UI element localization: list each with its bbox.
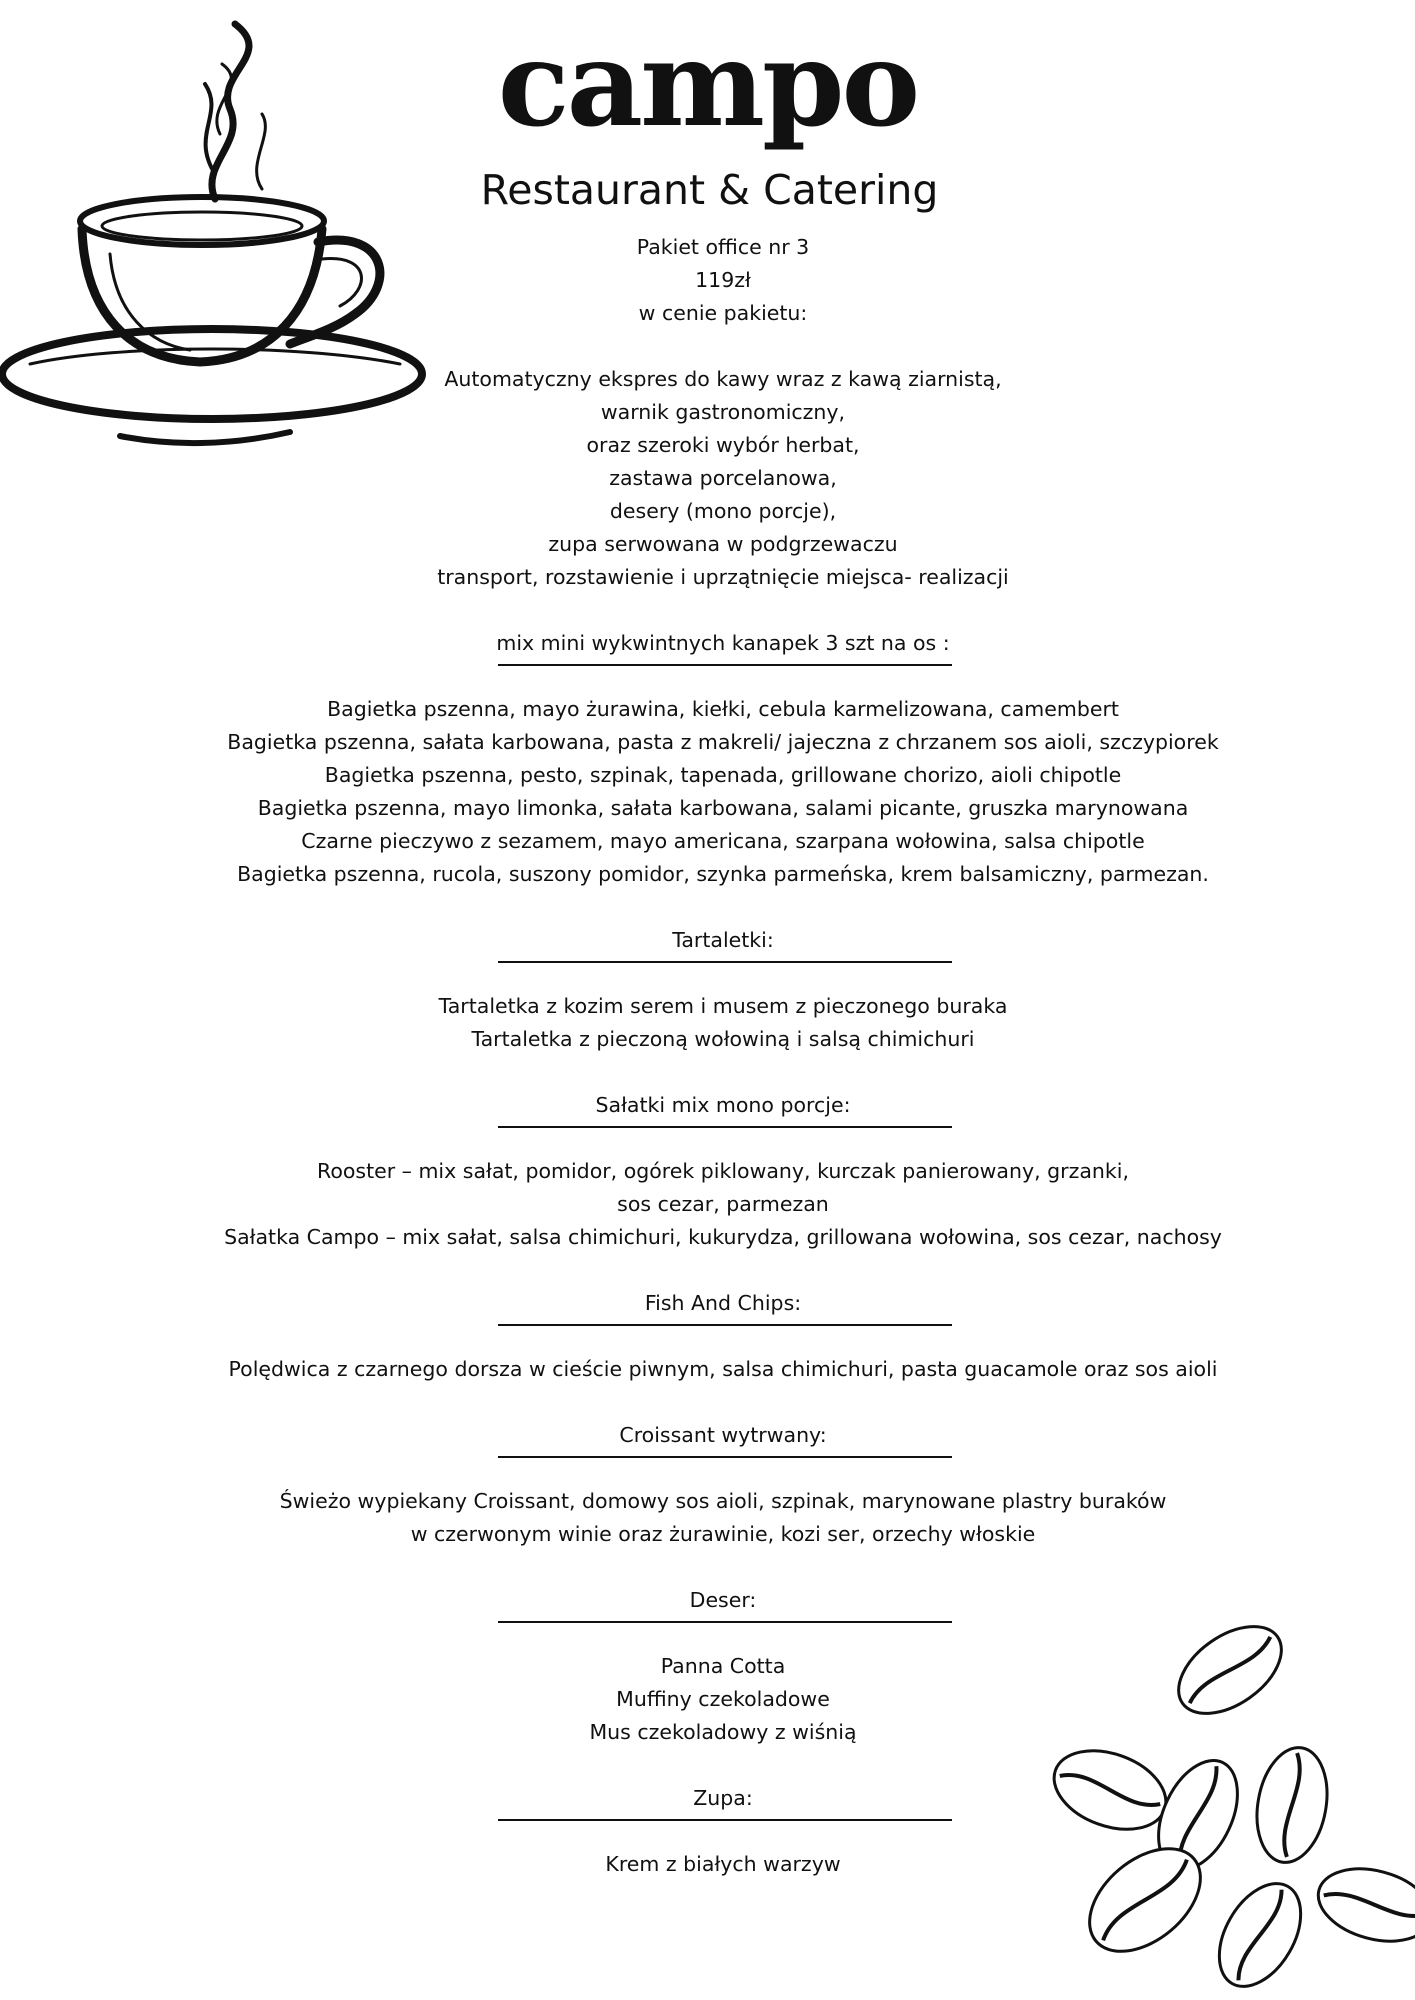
- section-croissant: [208, 1419, 1238, 1452]
- menu-item: Bagietka pszenna, mayo żurawina, kiełki, cebula karmelizowana, camembert: [327, 697, 1119, 721]
- heading-underline: [498, 664, 952, 666]
- package-included-item: Automatyczny ekspres do kawy wraz z kawą ziarnistą,: [444, 367, 1002, 391]
- menu-item: Sałatka Campo – mix sałat, salsa chimichuri, kukurydza, grillowana wołowina, sos cezar, nachosy: [224, 1225, 1222, 1249]
- section-heading: Fish And Chips:: [208, 1287, 1238, 1320]
- menu-item: Tartaletka z kozim serem i musem z pieczonego buraka: [438, 994, 1008, 1018]
- heading-underline: [498, 1456, 952, 1458]
- package-price: 119zł: [695, 268, 751, 292]
- menu-item: Rooster – mix sałat, pomidor, ogórek piklowany, kurczak panierowany, grzanki,: [317, 1159, 1129, 1183]
- menu-item: w czerwonym winie oraz żurawinie, kozi ser, orzechy włoskie: [410, 1522, 1036, 1546]
- heading-underline: [498, 1621, 952, 1623]
- menu-item: Bagietka pszenna, pesto, szpinak, tapenada, grillowane chorizo, aioli chipotle: [324, 763, 1122, 787]
- menu-item: Muffiny czekoladowe: [616, 1687, 830, 1711]
- package-included-item: desery (mono porcje),: [609, 499, 837, 523]
- menu-item: Bagietka pszenna, sałata karbowana, pasta z makreli/ jajeczna z chrzanem sos aioli, szczypiorek: [227, 730, 1219, 754]
- menu-item: Mus czekoladowy z wiśnią: [589, 1720, 857, 1744]
- coffee-beans-icon: [1030, 1600, 1415, 2000]
- package-included-item: transport, rozstawienie i uprzątnięcie miejsca- realizacji: [437, 565, 1009, 589]
- section-tartlets: [208, 924, 1238, 957]
- section-heading: Sałatki mix mono porcje:: [208, 1089, 1238, 1122]
- menu-item: Bagietka pszenna, mayo limonka, sałata karbowana, salami picante, gruszka marynowana: [257, 796, 1189, 820]
- package-included-item: oraz szeroki wybór herbat,: [586, 433, 860, 457]
- heading-underline: [498, 1126, 952, 1128]
- section-heading: Deser:: [208, 1584, 1238, 1617]
- menu-item: Panna Cotta: [660, 1654, 786, 1678]
- menu-item: Krem z białych warzyw: [605, 1852, 841, 1876]
- package-included-item: warnik gastronomiczny,: [600, 400, 846, 424]
- heading-underline: [498, 1819, 952, 1821]
- package-intro: w cenie pakietu:: [638, 301, 808, 325]
- menu-item: Polędwica z czarnego dorsza w cieście piwnym, salsa chimichuri, pasta guacamole oraz sos aioli: [228, 1357, 1218, 1381]
- section-heading: mix mini wykwintnych kanapek 3 szt na os :: [208, 627, 1238, 660]
- brand-subtitle: Restaurant & Catering: [480, 166, 939, 214]
- menu-item: sos cezar, parmezan: [617, 1192, 829, 1216]
- menu-item: Bagietka pszenna, rucola, suszony pomidor, szynka parmeńska, krem balsamiczny, parmezan.: [237, 862, 1209, 886]
- brand-logo: campo: [497, 14, 918, 153]
- menu-item: Świeżo wypiekany Croissant, domowy sos aioli, szpinak, marynowane plastry buraków: [279, 1489, 1167, 1513]
- section-fish-and-chips: [208, 1287, 1238, 1320]
- heading-underline: [498, 1324, 952, 1326]
- package-included-item: zastawa porcelanowa,: [609, 466, 837, 490]
- menu-item: Czarne pieczywo z sezamem, mayo americana, szarpana wołowina, salsa chipotle: [301, 829, 1145, 853]
- package-name: Pakiet office nr 3: [636, 235, 810, 259]
- section-heading: Tartaletki:: [208, 924, 1238, 957]
- heading-underline: [498, 961, 952, 963]
- section-salads: [208, 1089, 1238, 1122]
- menu-item: Tartaletka z pieczoną wołowiną i salsą chimichuri: [471, 1027, 975, 1051]
- section-sandwiches: [208, 627, 1238, 660]
- package-included-item: zupa serwowana w podgrzewaczu: [548, 532, 898, 556]
- section-heading: Croissant wytrwany:: [208, 1419, 1238, 1452]
- section-heading: Zupa:: [208, 1782, 1238, 1815]
